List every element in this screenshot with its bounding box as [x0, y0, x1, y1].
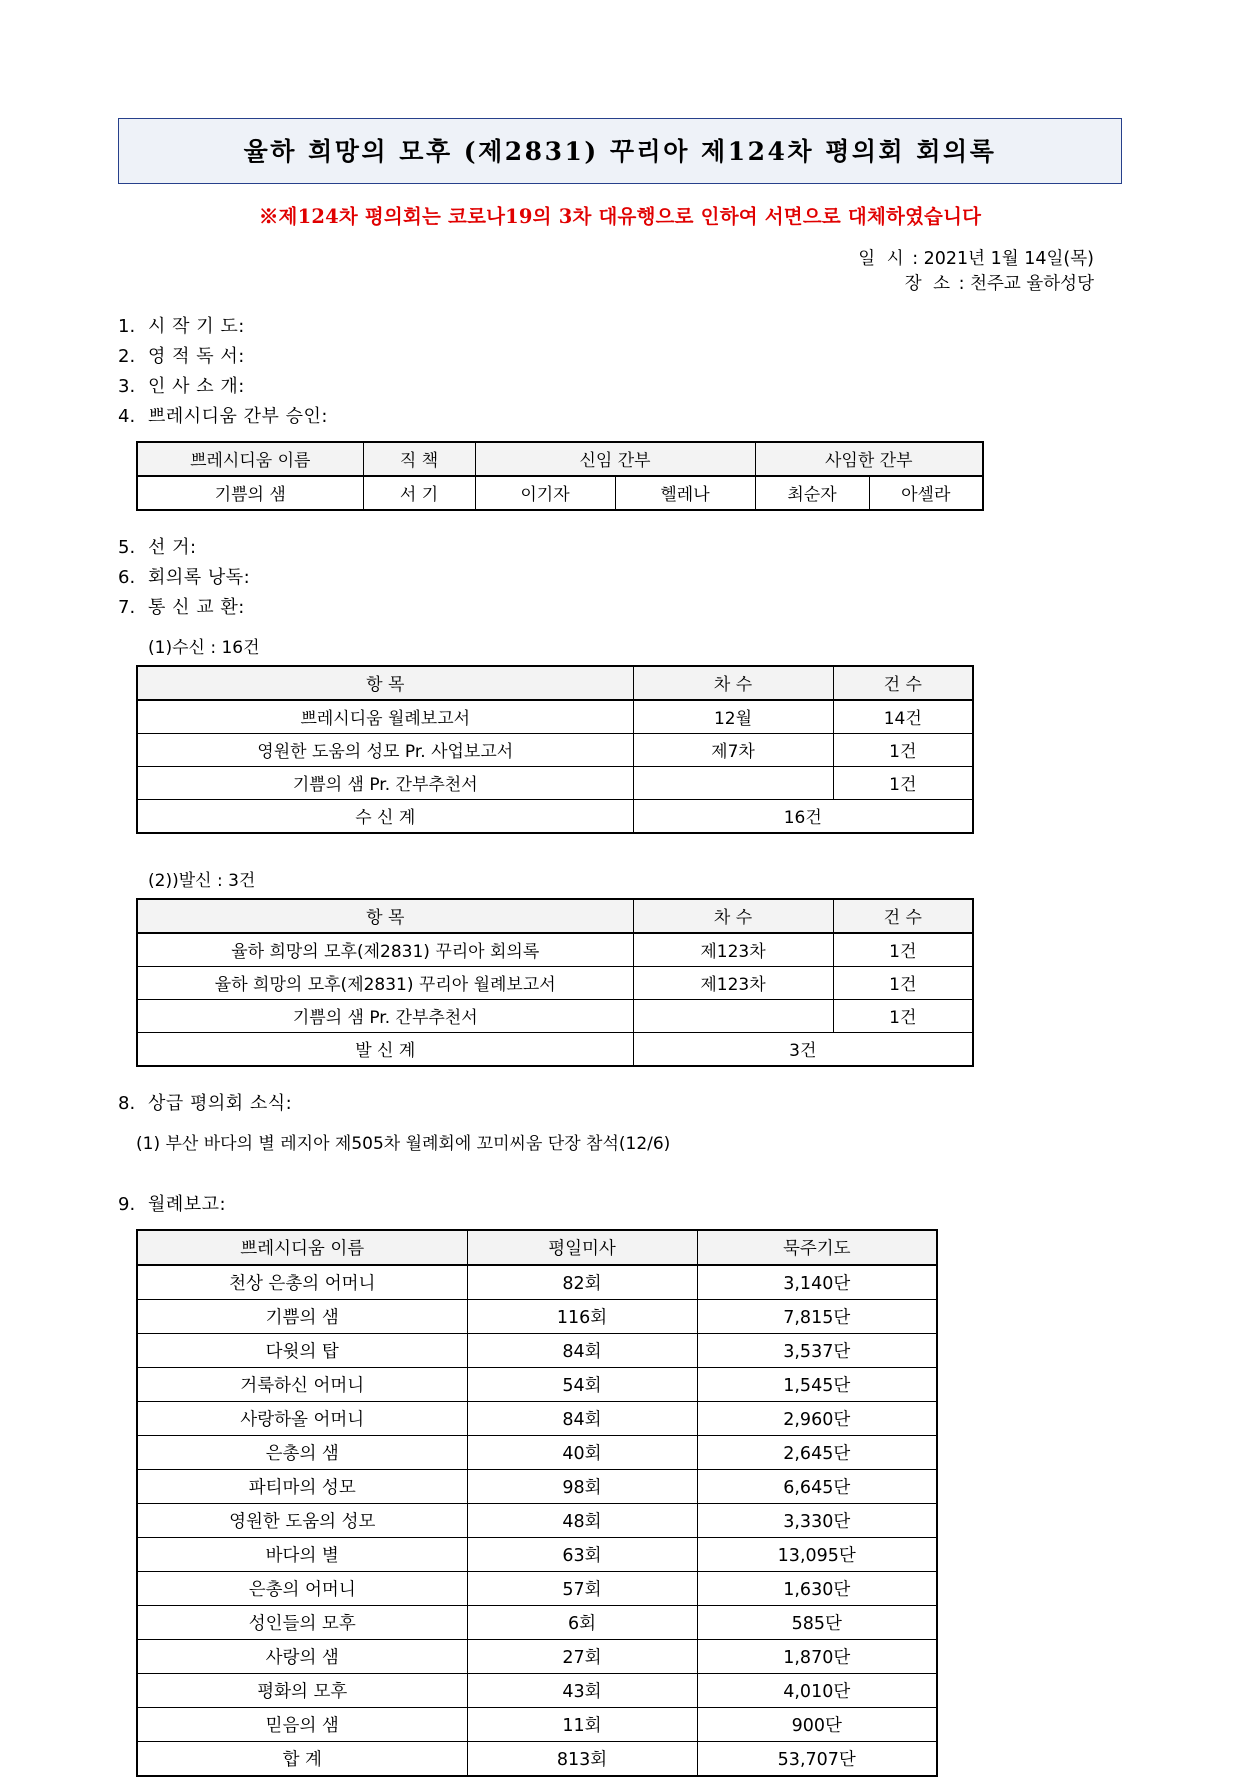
officers-cell-resigned-name: 최순자 — [755, 476, 869, 510]
sent-cell-count: 1건 — [833, 933, 973, 967]
sent-cell-item: 율하 희망의 모후(제2831) 꾸리아 월례보고서 — [137, 966, 633, 999]
table-row — [137, 733, 973, 766]
received-communications-table — [136, 665, 974, 834]
meeting-place-line — [118, 272, 1094, 297]
received-cell-order — [633, 766, 833, 799]
sent-cell-item: 율하 희망의 모후(제2831) 꾸리아 회의록 — [137, 933, 633, 967]
monthly-cell-weekday-mass: 27회 — [467, 1639, 697, 1673]
table-row — [137, 476, 983, 510]
monthly-cell-presidium: 은총의 샘 — [137, 1435, 467, 1469]
officers-cell-presidium: 기쁨의 샘 — [137, 476, 363, 510]
table-row — [137, 933, 973, 967]
agenda-item-8 — [118, 1089, 1122, 1119]
agenda-item-9-number: 9. — [118, 1193, 136, 1215]
sent-cell-order — [633, 999, 833, 1032]
sent-cell-count: 1건 — [833, 999, 973, 1032]
monthly-cell-presidium: 성인들의 모후 — [137, 1605, 467, 1639]
received-total-value: 16건 — [633, 799, 973, 833]
monthly-cell-presidium: 사랑의 샘 — [137, 1639, 467, 1673]
agenda-item-1 — [118, 312, 1122, 342]
monthly-cell-weekday-mass: 54회 — [467, 1367, 697, 1401]
officers-cell-new-name: 이기자 — [475, 476, 615, 510]
sent-col-count: 건 수 — [833, 899, 973, 933]
meeting-place-value: : 천주교 율하성당 — [958, 274, 1094, 295]
monthly-cell-presidium: 바다의 별 — [137, 1537, 467, 1571]
agenda-item-3-label: 인 사 소 개: — [148, 375, 245, 397]
monthly-cell-rosary: 900단 — [697, 1707, 937, 1741]
monthly-cell-weekday-mass: 11회 — [467, 1707, 697, 1741]
table-row — [137, 1707, 937, 1741]
monthly-cell-rosary: 3,537단 — [697, 1333, 937, 1367]
monthly-cell-weekday-mass: 84회 — [467, 1401, 697, 1435]
monthly-cell-rosary: 3,140단 — [697, 1265, 937, 1300]
monthly-cell-rosary: 3,330단 — [697, 1503, 937, 1537]
spacer — [118, 1067, 1122, 1089]
table-row — [137, 766, 973, 799]
monthly-cell-weekday-mass: 98회 — [467, 1469, 697, 1503]
received-cell-count: 1건 — [833, 733, 973, 766]
officers-col-resigned: 사임한 간부 — [755, 442, 983, 476]
monthly-total-label: 합 계 — [137, 1741, 467, 1776]
officers-col-presidium: 쁘레시디움 이름 — [137, 442, 363, 476]
agenda-item-8-label: 상급 평의회 소식: — [148, 1092, 293, 1114]
table-header-row — [137, 442, 983, 476]
received-cell-item: 기쁨의 샘 Pr. 간부추천서 — [137, 766, 633, 799]
table-row — [137, 966, 973, 999]
monthly-cell-rosary: 13,095단 — [697, 1537, 937, 1571]
monthly-cell-presidium: 영원한 도움의 성모 — [137, 1503, 467, 1537]
monthly-cell-rosary: 1,870단 — [697, 1639, 937, 1673]
sent-caption: (2))발신 : 3건 — [148, 870, 256, 891]
agenda-item-7 — [118, 593, 1122, 623]
sent-cell-order: 제123차 — [633, 966, 833, 999]
received-col-order: 차 수 — [633, 666, 833, 700]
table-header-row — [137, 1230, 937, 1265]
sent-communications-table — [136, 898, 974, 1067]
agenda-item-7-label: 통 신 교 환: — [148, 596, 245, 618]
received-cell-order: 12월 — [633, 700, 833, 734]
table-row — [137, 1401, 937, 1435]
monthly-col-weekday-mass: 평일미사 — [467, 1230, 697, 1265]
monthly-cell-presidium: 다윗의 탑 — [137, 1333, 467, 1367]
officers-col-role: 직 책 — [363, 442, 475, 476]
table-row — [137, 1639, 937, 1673]
agenda-item-1-label: 시 작 기 도: — [148, 315, 245, 337]
monthly-cell-rosary: 1,630단 — [697, 1571, 937, 1605]
spacer — [118, 511, 1122, 533]
monthly-cell-presidium: 은총의 어머니 — [137, 1571, 467, 1605]
agenda-item-2 — [118, 342, 1122, 372]
sent-col-item: 항 목 — [137, 899, 633, 933]
officers-cell-new-baptismal: 헬레나 — [615, 476, 755, 510]
monthly-cell-presidium: 천상 은총의 어머니 — [137, 1265, 467, 1300]
agenda-list — [118, 312, 1122, 1777]
monthly-cell-rosary: 6,645단 — [697, 1469, 937, 1503]
monthly-col-rosary: 묵주기도 — [697, 1230, 937, 1265]
received-cell-count: 14건 — [833, 700, 973, 734]
table-header-row — [137, 666, 973, 700]
monthly-cell-weekday-mass: 57회 — [467, 1571, 697, 1605]
table-row — [137, 1435, 937, 1469]
monthly-cell-weekday-mass: 48회 — [467, 1503, 697, 1537]
monthly-col-presidium: 쁘레시디움 이름 — [137, 1230, 467, 1265]
agenda-item-2-number: 2. — [118, 345, 136, 367]
monthly-cell-rosary: 4,010단 — [697, 1673, 937, 1707]
agenda-item-2-label: 영 적 독 서: — [148, 345, 245, 367]
page-title: 율하 희망의 모후 (제2831) 꾸리아 제124차 평의회 회의록 — [243, 137, 997, 166]
monthly-total-weekday-mass: 813회 — [467, 1741, 697, 1776]
monthly-cell-weekday-mass: 116회 — [467, 1299, 697, 1333]
agenda-item-8-number: 8. — [118, 1092, 136, 1114]
monthly-cell-presidium: 거룩하신 어머니 — [137, 1367, 467, 1401]
agenda-item-5 — [118, 533, 1122, 563]
agenda-item-6-number: 6. — [118, 566, 136, 588]
meeting-date-line — [118, 247, 1094, 272]
agenda-item-9 — [118, 1190, 1122, 1220]
received-cell-item: 영원한 도움의 성모 Pr. 사업보고서 — [137, 733, 633, 766]
table-row — [137, 1571, 937, 1605]
monthly-cell-weekday-mass: 82회 — [467, 1265, 697, 1300]
received-cell-item: 쁘레시디움 월례보고서 — [137, 700, 633, 734]
table-row — [137, 1503, 937, 1537]
spacer — [118, 834, 1122, 856]
received-col-count: 건 수 — [833, 666, 973, 700]
monthly-cell-rosary: 585단 — [697, 1605, 937, 1639]
agenda-item-6-label: 회의록 낭독: — [148, 566, 251, 588]
table-total-row — [137, 1032, 973, 1066]
table-row — [137, 1367, 937, 1401]
agenda-item-9-label: 월례보고: — [148, 1193, 227, 1215]
table-header-row — [137, 899, 973, 933]
meeting-date-value: : 2021년 1월 14일(목) — [912, 249, 1094, 269]
monthly-cell-rosary: 2,645단 — [697, 1435, 937, 1469]
monthly-report-table — [136, 1229, 938, 1777]
monthly-cell-rosary: 1,545단 — [697, 1367, 937, 1401]
monthly-cell-presidium: 파티마의 성모 — [137, 1469, 467, 1503]
officers-cell-role: 서 기 — [363, 476, 475, 510]
monthly-cell-weekday-mass: 6회 — [467, 1605, 697, 1639]
received-total-label: 수 신 계 — [137, 799, 633, 833]
table-row — [137, 1265, 937, 1300]
meeting-place-label: 장 소 — [904, 274, 954, 295]
received-cell-count: 1건 — [833, 766, 973, 799]
table-row — [137, 1299, 937, 1333]
monthly-total-rosary: 53,707단 — [697, 1741, 937, 1776]
received-col-item: 항 목 — [137, 666, 633, 700]
sent-total-value: 3건 — [633, 1032, 973, 1066]
received-caption: (1)수신 : 16건 — [148, 637, 260, 658]
agenda-item-4 — [118, 402, 1122, 432]
monthly-cell-presidium: 사랑하올 어머니 — [137, 1401, 467, 1435]
officers-approval-table — [136, 441, 984, 511]
table-total-row — [137, 799, 973, 833]
agenda-item-3 — [118, 372, 1122, 402]
officers-col-new: 신임 간부 — [475, 442, 755, 476]
agenda-item-5-label: 선 거: — [148, 536, 197, 558]
monthly-cell-rosary: 7,815단 — [697, 1299, 937, 1333]
spacer — [118, 1160, 1122, 1190]
meeting-meta — [118, 247, 1122, 298]
sent-cell-item: 기쁨의 샘 Pr. 간부추천서 — [137, 999, 633, 1032]
monthly-cell-presidium: 믿음의 샘 — [137, 1707, 467, 1741]
monthly-cell-weekday-mass: 40회 — [467, 1435, 697, 1469]
monthly-cell-weekday-mass: 84회 — [467, 1333, 697, 1367]
table-row — [137, 700, 973, 734]
upper-council-news-item-1: (1) 부산 바다의 별 레지아 제505차 월례회에 꼬미씨움 단장 참석(12/6) — [136, 1133, 671, 1154]
monthly-cell-presidium: 평화의 모후 — [137, 1673, 467, 1707]
sent-total-label: 발 신 계 — [137, 1032, 633, 1066]
table-row — [137, 1673, 937, 1707]
covid-notice: ※제124차 평의회는 코로나19의 3차 대유행으로 인하여 서면으로 대체하였습니다 — [258, 205, 982, 228]
received-cell-order: 제7차 — [633, 733, 833, 766]
table-total-row — [137, 1741, 937, 1776]
agenda-item-5-number: 5. — [118, 536, 136, 558]
agenda-item-4-number: 4. — [118, 405, 136, 427]
table-row — [137, 999, 973, 1032]
table-row — [137, 1537, 937, 1571]
agenda-item-4-label: 쁘레시디움 간부 승인: — [148, 405, 328, 427]
agenda-item-6 — [118, 563, 1122, 593]
table-row — [137, 1333, 937, 1367]
monthly-cell-weekday-mass: 43회 — [467, 1673, 697, 1707]
meeting-date-label: 일 시 — [858, 249, 907, 269]
agenda-item-3-number: 3. — [118, 375, 136, 397]
monthly-cell-weekday-mass: 63회 — [467, 1537, 697, 1571]
sent-col-order: 차 수 — [633, 899, 833, 933]
sent-cell-count: 1건 — [833, 966, 973, 999]
monthly-cell-rosary: 2,960단 — [697, 1401, 937, 1435]
table-row — [137, 1469, 937, 1503]
table-row — [137, 1605, 937, 1639]
officers-cell-resigned-baptismal: 아셀라 — [869, 476, 983, 510]
agenda-item-1-number: 1. — [118, 315, 136, 337]
document-title-box — [118, 118, 1122, 184]
agenda-item-7-number: 7. — [118, 596, 136, 618]
monthly-cell-presidium: 기쁨의 샘 — [137, 1299, 467, 1333]
sent-cell-order: 제123차 — [633, 933, 833, 967]
